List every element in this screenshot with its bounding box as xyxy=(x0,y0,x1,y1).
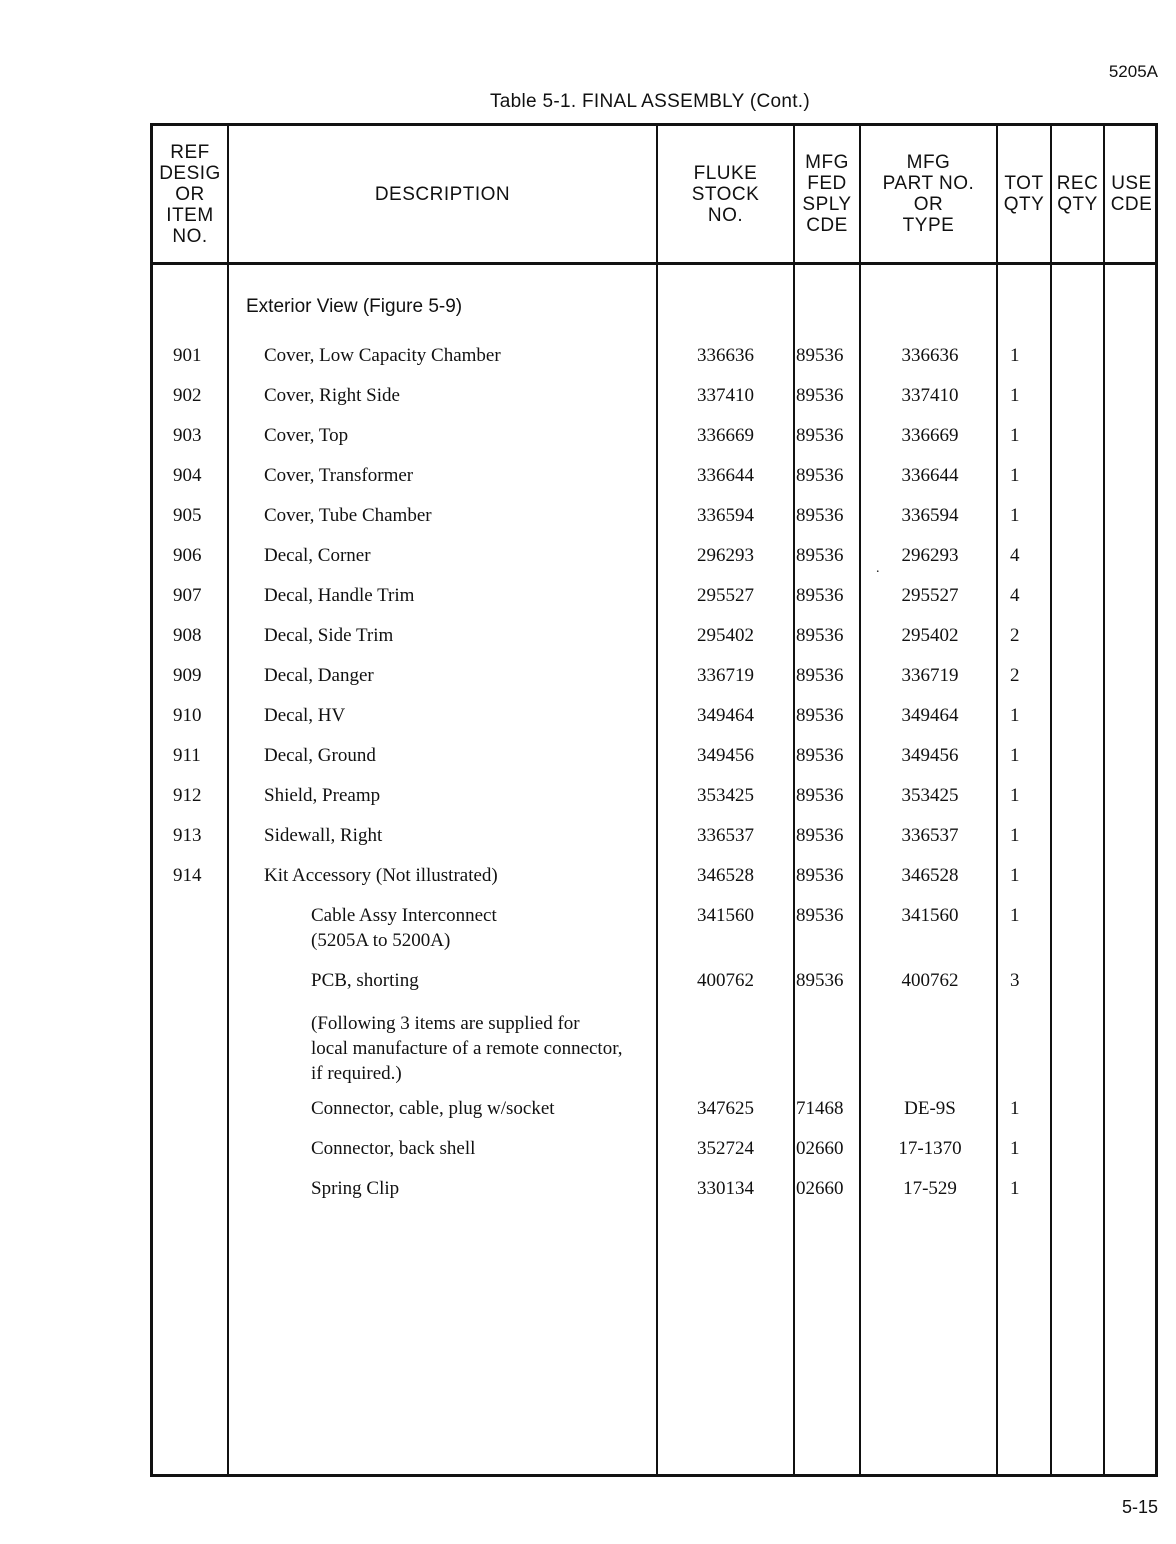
cell-stock: 336537 xyxy=(697,825,754,846)
column-divider xyxy=(656,126,658,1474)
cell-fed: 89536 xyxy=(796,825,844,846)
header-tot-qty: TOT QTY xyxy=(1003,173,1045,215)
cell-stock: 336594 xyxy=(697,505,754,526)
cell-ref: 907 xyxy=(173,585,202,606)
cell-desc: Decal, HV xyxy=(264,705,346,726)
parts-table xyxy=(150,123,1158,1477)
cell-stock: 337410 xyxy=(697,385,754,406)
cell-part: 400762 xyxy=(901,970,959,991)
cell-part: 17-1370 xyxy=(898,1138,962,1159)
cell-part: 337410 xyxy=(901,385,959,406)
cell-stock: 349456 xyxy=(697,745,754,766)
cell-desc: Cover, Low Capacity Chamber xyxy=(264,345,501,366)
cell-part: 336669 xyxy=(901,425,959,446)
note-text: (Following 3 items are supplied for local manufacture of a remote connector, if required.) xyxy=(311,1013,623,1084)
cell-tot: 1 xyxy=(1010,825,1020,846)
cell-part: 295527 xyxy=(901,585,959,606)
cell-tot: 1 xyxy=(1010,1178,1020,1199)
cell-fed: 89536 xyxy=(796,505,844,526)
cell-part: 336594 xyxy=(901,505,959,526)
stray-mark: . xyxy=(876,561,880,576)
cell-tot: 3 xyxy=(1010,970,1020,991)
cell-part: 336537 xyxy=(901,825,959,846)
cell-stock: 295527 xyxy=(697,585,754,606)
cell-fed: 89536 xyxy=(796,345,844,366)
cell-ref: 905 xyxy=(173,505,202,526)
cell-desc: Cable Assy Interconnect (5205A to 5200A) xyxy=(311,905,497,951)
page-number: 5-15 xyxy=(1121,1497,1158,1517)
cell-fed: 89536 xyxy=(796,545,844,566)
cell-fed: 89536 xyxy=(796,625,844,646)
cell-stock: 346528 xyxy=(697,865,754,886)
cell-desc: Cover, Transformer xyxy=(264,465,414,486)
header-part: MFG PART NO. OR TYPE xyxy=(882,152,975,236)
cell-ref: 910 xyxy=(173,705,202,726)
cell-fed: 89536 xyxy=(796,465,844,486)
cell-fed: 89536 xyxy=(796,970,844,991)
cell-part: 349464 xyxy=(901,705,959,726)
cell-fed: 89536 xyxy=(796,425,844,446)
cell-stock: 336644 xyxy=(697,465,754,486)
cell-ref: 901 xyxy=(173,345,202,366)
cell-desc: Decal, Side Trim xyxy=(264,625,394,646)
cell-ref: 904 xyxy=(173,465,202,486)
cell-desc: Cover, Top xyxy=(264,425,349,446)
cell-ref: 906 xyxy=(173,545,202,566)
cell-part: DE-9S xyxy=(904,1098,956,1119)
document-id: 5205A xyxy=(1108,62,1158,81)
header-divider xyxy=(153,262,1155,265)
cell-ref: 909 xyxy=(173,665,202,686)
cell-stock: 352724 xyxy=(697,1138,754,1159)
cell-tot: 1 xyxy=(1010,465,1020,486)
cell-tot: 1 xyxy=(1010,425,1020,446)
cell-fed: 02660 xyxy=(796,1138,844,1159)
cell-ref: 902 xyxy=(173,385,202,406)
cell-part: 336636 xyxy=(901,345,959,366)
cell-stock: 296293 xyxy=(697,545,754,566)
cell-part: 336644 xyxy=(901,465,959,486)
cell-part: 353425 xyxy=(901,785,959,806)
cell-fed: 89536 xyxy=(796,585,844,606)
cell-tot: 1 xyxy=(1010,865,1020,886)
cell-ref: 903 xyxy=(173,425,202,446)
cell-part: 17-529 xyxy=(903,1178,957,1199)
cell-tot: 1 xyxy=(1010,1098,1020,1119)
cell-tot: 1 xyxy=(1010,785,1020,806)
cell-stock: 341560 xyxy=(697,905,754,926)
cell-stock: 347625 xyxy=(697,1098,754,1119)
cell-tot: 1 xyxy=(1010,505,1020,526)
cell-desc: Kit Accessory (Not illustrated) xyxy=(264,865,498,886)
cell-ref: 912 xyxy=(173,785,202,806)
header-rec-qty: REC QTY xyxy=(1056,173,1099,215)
header-ref: REF DESIG OR ITEM NO. xyxy=(159,141,221,247)
cell-part: 296293 xyxy=(901,545,959,566)
cell-fed: 89536 xyxy=(796,905,844,926)
cell-fed: 89536 xyxy=(796,865,844,886)
cell-stock: 336719 xyxy=(697,665,754,686)
cell-fed: 71468 xyxy=(796,1098,844,1119)
cell-tot: 1 xyxy=(1010,705,1020,726)
cell-tot: 2 xyxy=(1010,665,1020,686)
cell-stock: 330134 xyxy=(697,1178,754,1199)
cell-fed: 89536 xyxy=(796,665,844,686)
cell-stock: 336636 xyxy=(697,345,754,366)
cell-tot: 4 xyxy=(1010,545,1020,566)
cell-desc: Decal, Corner xyxy=(264,545,371,566)
cell-desc: Decal, Danger xyxy=(264,665,374,686)
header-use-cde: USE CDE xyxy=(1110,173,1153,215)
cell-fed: 89536 xyxy=(796,705,844,726)
column-divider xyxy=(1103,126,1105,1474)
section-heading: Exterior View (Figure 5-9) xyxy=(246,296,463,317)
cell-desc: Cover, Tube Chamber xyxy=(264,505,432,526)
cell-desc: PCB, shorting xyxy=(311,970,419,991)
header-fed: MFG FED SPLY CDE xyxy=(802,152,852,236)
cell-part: 295402 xyxy=(901,625,959,646)
cell-desc: Cover, Right Side xyxy=(264,385,400,406)
cell-tot: 1 xyxy=(1010,345,1020,366)
cell-part: 341560 xyxy=(901,905,959,926)
cell-fed: 89536 xyxy=(796,745,844,766)
cell-ref: 911 xyxy=(173,745,201,766)
column-divider xyxy=(996,126,998,1474)
cell-desc: Connector, cable, plug w/socket xyxy=(311,1098,555,1119)
cell-tot: 1 xyxy=(1010,905,1020,926)
cell-stock: 349464 xyxy=(697,705,754,726)
column-divider xyxy=(859,126,861,1474)
cell-stock: 295402 xyxy=(697,625,754,646)
table-title: Table 5-1. FINAL ASSEMBLY (Cont.) xyxy=(489,91,810,112)
cell-desc: Decal, Ground xyxy=(264,745,376,766)
cell-part: 346528 xyxy=(901,865,959,886)
cell-desc: Shield, Preamp xyxy=(264,785,381,806)
column-divider xyxy=(1050,126,1052,1474)
cell-stock: 353425 xyxy=(697,785,754,806)
cell-tot: 1 xyxy=(1010,1138,1020,1159)
cell-tot: 1 xyxy=(1010,745,1020,766)
cell-part: 336719 xyxy=(901,665,959,686)
cell-desc: Sidewall, Right xyxy=(264,825,383,846)
header-stock: FLUKE STOCK NO. xyxy=(691,162,760,226)
cell-fed: 89536 xyxy=(796,385,844,406)
cell-stock: 336669 xyxy=(697,425,754,446)
cell-tot: 2 xyxy=(1010,625,1020,646)
header-description: DESCRIPTION xyxy=(374,183,511,205)
cell-stock: 400762 xyxy=(697,970,754,991)
cell-ref: 908 xyxy=(173,625,202,646)
cell-part: 349456 xyxy=(901,745,959,766)
cell-desc: Connector, back shell xyxy=(311,1138,476,1159)
column-divider xyxy=(793,126,795,1474)
cell-fed: 89536 xyxy=(796,785,844,806)
cell-desc: Spring Clip xyxy=(311,1178,400,1199)
cell-tot: 1 xyxy=(1010,385,1020,406)
cell-fed: 02660 xyxy=(796,1178,844,1199)
cell-desc: Decal, Handle Trim xyxy=(264,585,415,606)
cell-ref: 913 xyxy=(173,825,202,846)
column-divider xyxy=(227,126,229,1474)
cell-ref: 914 xyxy=(173,865,202,886)
cell-tot: 4 xyxy=(1010,585,1020,606)
